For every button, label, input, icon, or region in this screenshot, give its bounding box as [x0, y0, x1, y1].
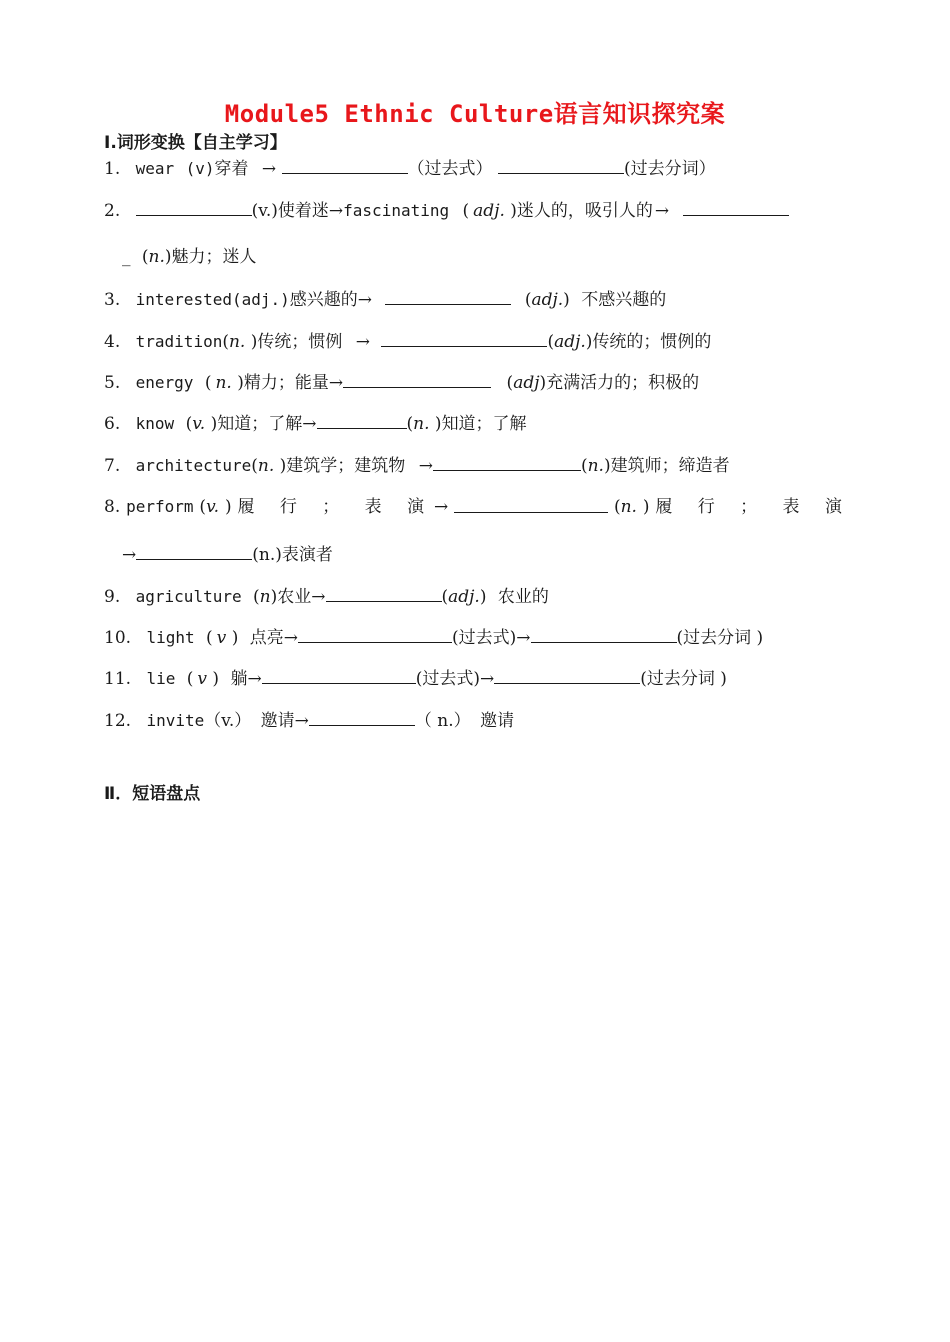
item-number: 1. — [104, 159, 121, 179]
section-heading-phrases: Ⅱ．短语盘点 — [104, 784, 201, 804]
part-of-speech: v. — [192, 414, 206, 434]
item-number: 9. — [104, 587, 121, 607]
word: lie — [146, 669, 176, 688]
page-title: Module5 Ethnic Culture语言知识探究案 — [224, 100, 726, 128]
answer-blank[interactable] — [385, 288, 511, 305]
part-of-speech: n. — [215, 373, 232, 393]
list-item: 8. perform (v. ) 履 行 ； 表 演 → (n. ) 履 行 ； 表 演 — [104, 497, 846, 517]
meaning: 履 行 ； 表 演 — [655, 497, 846, 517]
meaning: 农业的 — [497, 587, 549, 607]
list-item: 5. energy ( n. )精力；能量→ (adj)充满活力的；积极的 — [104, 373, 700, 393]
list-item: 4. tradition(n. )传统；惯例 → (adj.)传统的；惯例的 — [104, 332, 712, 352]
item-number: 4. — [104, 332, 121, 352]
part-of-speech: v — [197, 669, 208, 689]
item-number: 11. — [104, 669, 132, 689]
part-of-speech: n — [259, 587, 271, 607]
arrow-icon: → — [418, 456, 433, 476]
list-item: 11. lie ( v ) 躺→ (过去式)→ (过去分词 ) — [104, 669, 727, 689]
word: fascinating — [343, 201, 450, 220]
part-of-speech: (n.) — [252, 545, 282, 565]
answer-blank[interactable] — [136, 199, 252, 216]
meaning: 邀请 — [260, 711, 295, 731]
arrow-icon: → — [294, 711, 309, 731]
arrow-icon: → — [433, 497, 449, 517]
item-number: 12. — [104, 711, 132, 731]
meaning: 穿着 — [214, 159, 249, 179]
item-number: 2. — [104, 201, 121, 221]
answer-blank[interactable] — [317, 412, 407, 429]
part-of-speech: v. — [206, 497, 220, 517]
arrow-icon: → — [328, 373, 344, 393]
word: light — [146, 628, 195, 647]
answer-blank[interactable] — [381, 330, 547, 347]
label-past-tense: （过去式） — [407, 159, 493, 179]
meaning: 建筑师；缔造者 — [610, 456, 730, 476]
answer-blank[interactable] — [343, 371, 491, 388]
arrow-icon: → — [654, 201, 670, 221]
meaning: 迷人的，吸引人的 — [516, 201, 653, 221]
answer-blank[interactable] — [433, 454, 581, 471]
meaning: 知道；了解 — [217, 414, 303, 434]
arrow-icon: → — [247, 669, 262, 689]
answer-blank[interactable] — [531, 626, 677, 643]
arrow-icon: → — [302, 414, 317, 434]
answer-blank[interactable]: _ — [122, 247, 131, 267]
meaning: 建筑学；建筑物 — [286, 456, 406, 476]
part-of-speech: adj. — [473, 201, 505, 221]
answer-blank[interactable] — [282, 157, 408, 174]
arrow-icon: → — [328, 201, 344, 221]
item-number: 10. — [104, 628, 132, 648]
part-of-speech: n. — [148, 247, 165, 267]
part-of-speech: (v.) — [251, 201, 278, 221]
answer-blank[interactable] — [298, 626, 452, 643]
part-of-speech: n. — [587, 456, 604, 476]
answer-blank[interactable] — [309, 709, 415, 726]
meaning: 农业 — [277, 587, 312, 607]
label-past-participle: (过去分词 ) — [676, 628, 764, 648]
part-of-speech: (v) — [185, 159, 215, 178]
answer-blank[interactable] — [262, 667, 416, 684]
meaning: 充满活力的；积极的 — [546, 373, 700, 393]
part-of-speech: n. — [257, 456, 275, 476]
item-number: 5. — [104, 373, 121, 393]
answer-blank[interactable] — [454, 496, 608, 513]
label-past-tense: (过去式) — [451, 628, 517, 648]
meaning: 表演者 — [281, 545, 333, 565]
arrow-icon: → — [122, 545, 137, 565]
meaning: 精力；能量 — [243, 373, 329, 393]
meaning: 传统；惯例 — [257, 332, 343, 352]
meaning: 点亮 — [249, 628, 284, 648]
list-item-continuation — [122, 543, 333, 566]
part-of-speech: adj. — [448, 587, 480, 607]
word: interested(adj.) — [135, 290, 290, 309]
part-of-speech: （ n.） — [414, 711, 471, 731]
word: energy — [135, 373, 194, 392]
arrow-icon: → — [516, 628, 531, 648]
word: tradition — [135, 332, 223, 351]
part-of-speech: n. — [620, 497, 637, 517]
list-item: 3. interested(adj.)感兴趣的→ (adj.) 不感兴趣的 — [104, 290, 667, 310]
part-of-speech: （v.） — [204, 711, 252, 731]
meaning: 使着迷 — [277, 201, 329, 221]
meaning: 躺 — [230, 669, 248, 689]
meaning: 履 行 ； 表 演 — [237, 497, 429, 517]
list-item: 7. architecture(n. )建筑学；建筑物 → (n.)建筑师；缔造者 — [104, 456, 730, 476]
meaning: 邀请 — [480, 711, 515, 731]
arrow-icon: → — [357, 290, 373, 310]
part-of-speech: v — [216, 628, 227, 648]
part-of-speech: n. — [228, 332, 246, 352]
list-item — [104, 709, 514, 732]
arrow-icon: → — [311, 587, 326, 607]
answer-blank[interactable] — [494, 667, 640, 684]
list-item — [104, 157, 716, 180]
item-number: 3. — [104, 290, 121, 310]
word: agriculture — [135, 587, 242, 606]
meaning: 知道；了解 — [441, 414, 527, 434]
part-of-speech: adj. — [554, 332, 586, 352]
word: architecture — [135, 456, 252, 475]
answer-blank[interactable] — [683, 199, 789, 216]
label-past-participle: (过去分词） — [623, 159, 716, 179]
part-of-speech: adj — [513, 373, 540, 393]
item-number: 7. — [104, 456, 121, 476]
answer-blank[interactable] — [326, 585, 442, 602]
label-past-tense: (过去式) — [415, 669, 480, 689]
meaning: 感兴趣的 — [289, 290, 358, 310]
meaning: 魅力；迷人 — [171, 247, 257, 267]
list-item: 9. agriculture (n)农业→ (adj.) 农业的 — [104, 587, 549, 607]
item-number: 6. — [104, 414, 121, 434]
list-item-continuation: _ (n.)魅力；迷人 — [122, 247, 257, 267]
meaning: 不感兴趣的 — [581, 290, 667, 310]
section-heading-word-forms: Ⅰ.词形变换【自主学习】 — [104, 133, 287, 153]
arrow-icon: → — [479, 669, 495, 689]
word: wear — [135, 159, 175, 178]
list-item: 2. (v.)使着迷→fascinating ( adj. )迷人的，吸引人的 → — [104, 199, 789, 222]
part-of-speech: adj. — [531, 290, 564, 310]
arrow-icon: → — [261, 159, 277, 179]
answer-blank[interactable] — [136, 543, 252, 560]
list-item: 6. know (v. )知道；了解→ (n. )知道；了解 — [104, 414, 527, 434]
item-number: 8. — [104, 497, 121, 517]
meaning: 传统的；惯例的 — [592, 332, 712, 352]
word: know — [135, 414, 175, 433]
part-of-speech: n. — [413, 414, 430, 434]
arrow-icon: → — [355, 332, 371, 352]
answer-blank[interactable] — [498, 157, 624, 174]
arrow-icon: → — [283, 628, 298, 648]
list-item: 10. light ( v ) 点亮→ (过去式)→ (过去分词 ) — [104, 628, 764, 648]
word: invite — [146, 711, 205, 730]
word: perform — [126, 497, 194, 516]
label-past-participle: (过去分词 ) — [640, 669, 727, 689]
